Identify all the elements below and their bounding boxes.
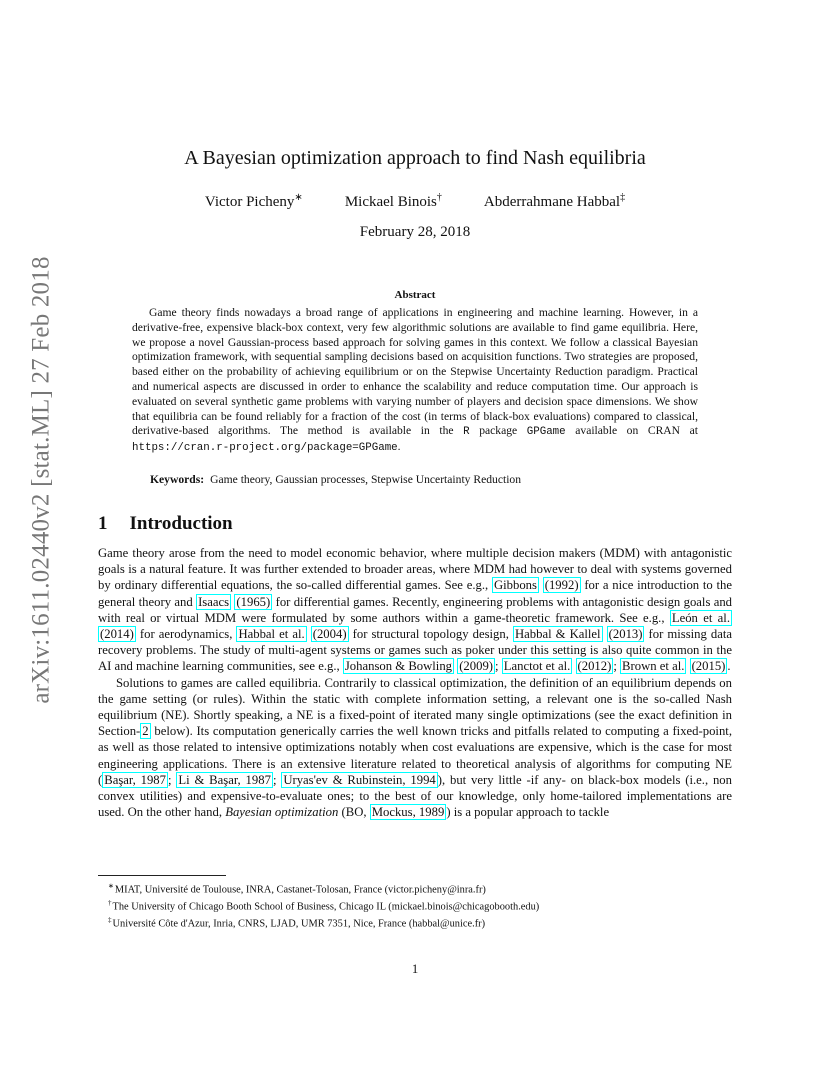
- citation-link[interactable]: Habbal et al.: [238, 627, 305, 642]
- paper-title: A Bayesian optimization approach to find Nash equilibria: [184, 147, 646, 169]
- paragraph: Solutions to games are called equilibria. Contrarily to classical optimization, the definition of an equilibrium depends on the game setting (or rules). Within the static with complete information setting, a relevant one is the so-called Nash equilibrium (NE). Shortly speaking, a NE is a fixed-point of iterated many single optimizations (see the exact definition in Section- 2 below). Its computation generically carries the well known tricks and pitfalls related to computing a fixed-point, as well as those related to intensive optimizations notably when cost evaluations are expensive, which is the case for most engineering applications. There is an extensive literature related to theoretical analysis of algorithms for computing NE ( Başar, 1987 ; Li & Başar, 1987 ; Uryas'ev & Rubinstein, 1994 ), but very little -if any- on black-box models (i.e., non convex utilities) and expensive-to-evaluate ones; to the best of our knowledge, only home-tailored implementations are used. On the other hand, Bayesian optimization (BO, Mockus, 1989 ) is a popular approach to tackle: [98, 675, 732, 820]
- citation-link[interactable]: (1965): [236, 594, 271, 609]
- footnote: ‡Université Côte d'Azur, Inria, CNRS, LJAD, UMR 7351, Nice, France (habbal@unice.fr): [108, 915, 486, 930]
- footnote: †The University of Chicago Booth School of Business, Chicago IL (mickael.binois@chicagobooth.edu): [108, 898, 540, 913]
- citation-link[interactable]: Habbal & Kallel: [514, 627, 601, 642]
- arxiv-side-stamp: [22, 256, 62, 704]
- citation-link[interactable]: (2009): [459, 659, 494, 674]
- author: Victor Picheny∗: [204, 192, 303, 210]
- paper-date: February 28, 2018: [359, 224, 471, 240]
- citation-link[interactable]: (2013): [608, 627, 643, 642]
- footnotes: [98, 880, 732, 931]
- citation-link[interactable]: (2015): [691, 659, 726, 674]
- arxiv-identifier: arXiv:1611.02440v2 [stat.ML] 27 Feb 2018: [28, 256, 55, 704]
- section-ref-link[interactable]: 2: [142, 724, 149, 739]
- citation-link[interactable]: (2004): [312, 627, 347, 642]
- citation-link[interactable]: Mockus, 1989: [371, 805, 445, 820]
- citation-link[interactable]: Li & Başar, 1987: [178, 772, 271, 787]
- cran-link[interactable]: https://cran.r-project.org/package=GPGame: [132, 442, 398, 455]
- citation-link[interactable]: Brown et al.: [622, 659, 685, 674]
- page-number: 1: [411, 962, 419, 976]
- author-list: [98, 192, 732, 211]
- citation-link[interactable]: Başar, 1987: [104, 772, 166, 787]
- citation-link[interactable]: Johanson & Bowling: [344, 659, 453, 674]
- citation-link[interactable]: (2012): [577, 659, 612, 674]
- paragraph: Game theory arose from the need to model economic behavior, where multiple decision makers (MDM) with antagonistic goals is a natural feature. It was further extended to broader areas, where MDM had however to deal with systems governed by ordinary differential equations, the so-called differential games. See e.g., Gibbons (1992) for a nice introduction to the general theory and Isaacs (1965) for differential games. Recently, engineering problems with antagonistic design goals and with real or virtual MDM were formulated by some authors within a game-theoretic framework. See e.g., León et al. (2014) for aerodynamics, Habbal et al. (2004) for structural topology design, Habbal & Kallel (2013) for missing data recovery problems. The study of multi-agent systems or games such as poker under this setting is also quite common in the AI and machine learning communities, see e.g., Johanson & Bowling (2009) ; Lanctot et al. (2012) ; Brown et al. (2015) .: [98, 546, 733, 674]
- citation-link[interactable]: Gibbons: [493, 578, 537, 593]
- abstract-heading: Abstract: [394, 289, 436, 301]
- keywords: Keywords: Game theory, Gaussian processes, Stepwise Uncertainty Reduction: [150, 473, 522, 486]
- citation-link[interactable]: Lanctot et al.: [503, 659, 571, 674]
- abstract-text: Game theory finds nowadays a broad range of applications in engineering and machine learning. However, in a derivative-free, expensive black-box context, very few algorithmic solutions are available to find game equilibria. Here, we propose a novel Gaussian-process based approach for solving games in this context. We follow a classical Bayesian optimization framework, with sequential sampling decisions based on acquisition functions. Two strategies are proposed, based either on the probability of achieving equilibrium or on the Stepwise Uncertainty Reduction paradigm. Practical and numerical aspects are discussed in order to enhance the scalability and reduce computation time. Our approach is evaluated on several synthetic game problems with varying number of players and decision space dimensions. We show that equilibria can be found reliably for a fraction of the cost (in terms of black-box evaluations) compared to classical, derivative-based algorithms. The method is available in the R package GPGame available on CRAN at https://cran.r-project.org/package=GPGame.: [132, 306, 699, 455]
- footnote-rule: [98, 875, 226, 876]
- citation-link[interactable]: León et al.: [671, 610, 730, 625]
- author: Mickael Binois†: [344, 192, 442, 210]
- citation-link[interactable]: Isaacs: [198, 594, 230, 609]
- citation-link[interactable]: (1992): [544, 578, 579, 593]
- citation-link[interactable]: (2014): [100, 627, 134, 642]
- citation-link[interactable]: Uryas'ev & Rubinstein, 1994: [283, 772, 436, 787]
- author: Abderrahmane Habbal‡: [483, 192, 626, 210]
- section-heading: 1 Introduction: [98, 513, 233, 534]
- body-text: [98, 545, 732, 820]
- footnote: ∗MIAT, Université de Toulouse, INRA, Castanet-Tolosan, France (victor.picheny@inra.fr): [108, 882, 486, 896]
